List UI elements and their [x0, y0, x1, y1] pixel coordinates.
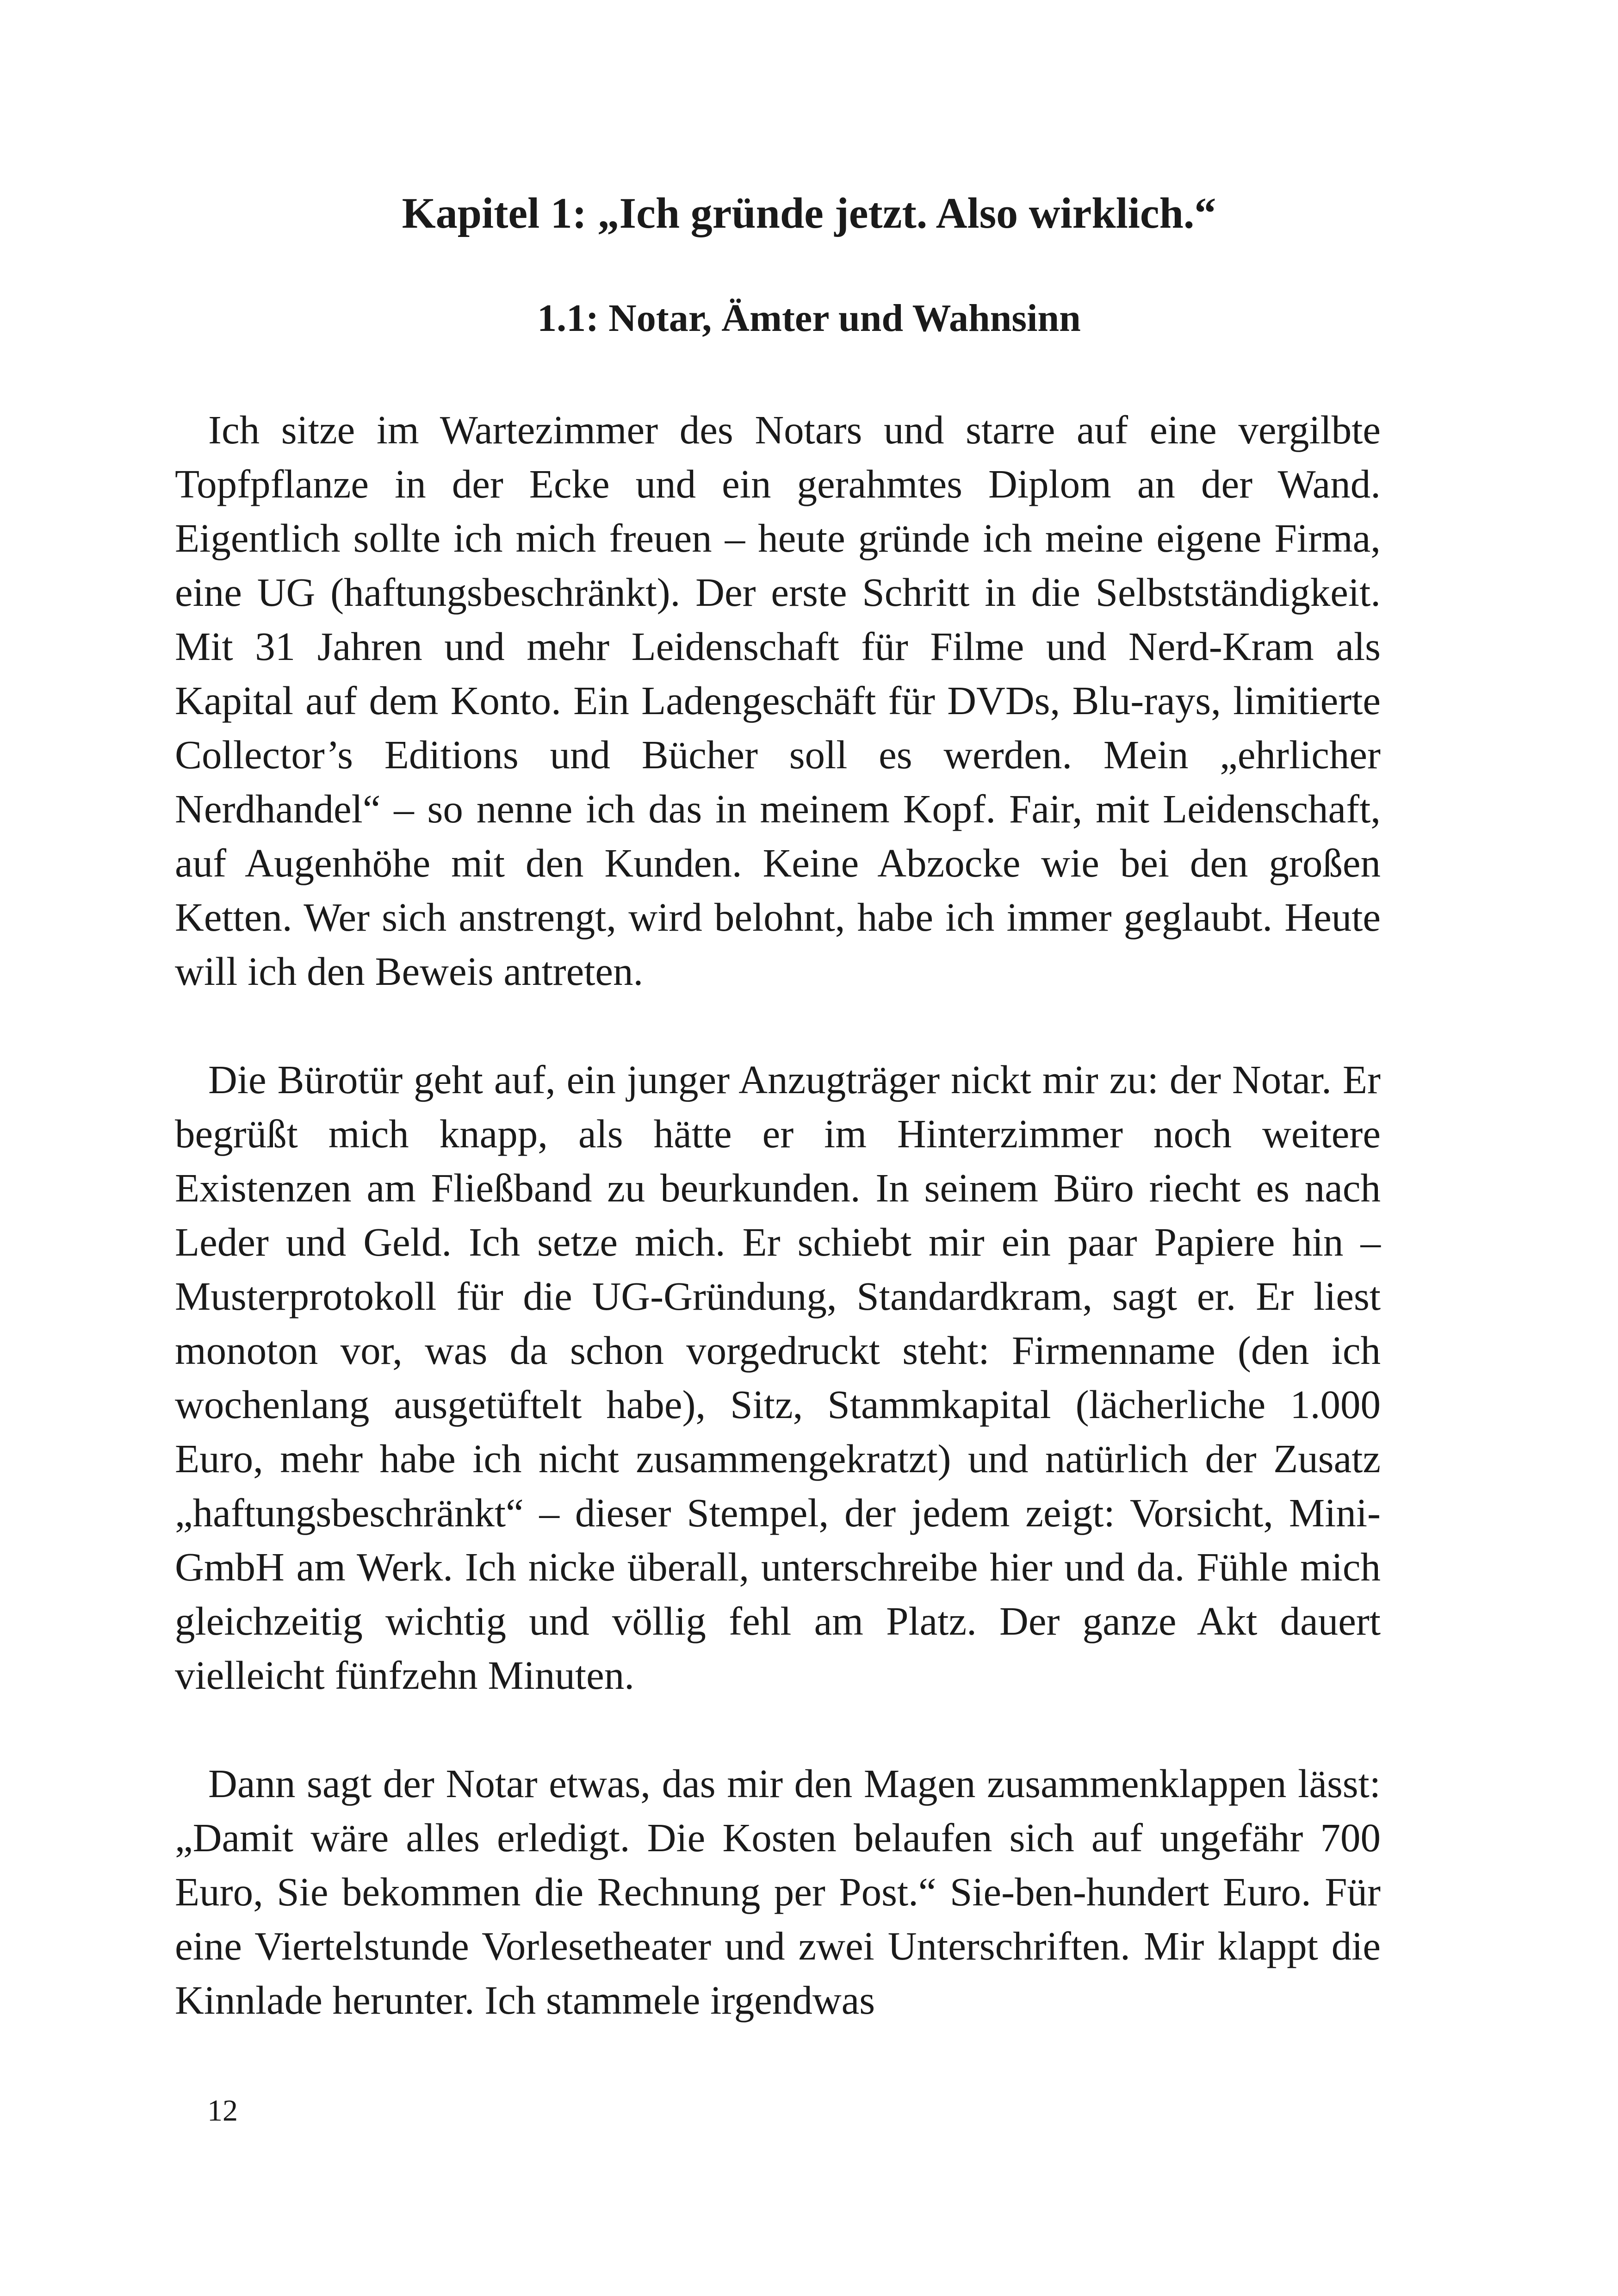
body-text — [175, 403, 1381, 2081]
paragraph-3: Dann sagt der Notar etwas, das mir den Magen zusammenklappen lässt: „Damit wäre alles erledigt. Die Kosten belaufen sich auf ungefähr 700 Euro, Sie bekommen die Rechnung per Post.“ Sie-ben-hundert Euro. Für eine Viertelstunde Vorlesetheater und zwei Unterschriften. Mir klappt die Kinnlade herunter. Ich stammele irgendwas — [175, 1761, 1381, 2022]
chapter-title: Kapitel 1: „Ich gründe jetzt. Also wirklich.“ — [402, 189, 1216, 237]
paragraph-1: Ich sitze im Wartezimmer des Notars und starre auf eine vergilbte Topfpflanze in der Ecke und ein gerahmtes Diplom an der Wand. Eigentlich sollte ich mich freuen – heute gründe ich meine eigene Firma, eine UG (haftungsbeschränkt). Der erste Schritt in die Selbstständigkeit. Mit 31 Jahren und mehr Leidenschaft für Filme und Nerd-Kram als Kapital auf dem Konto. Ein Ladengeschäft für DVDs, Blu-rays, limitierte Collector’s Editions und Bücher soll es werden. Mein „ehrlicher Nerdhandel“ – so nenne ich das in meinem Kopf. Fair, mit Leidenschaft, auf Augenhöhe mit den Kunden. Keine Abzocke wie bei den großen Ketten. Wer sich anstrengt, wird belohnt, habe ich immer geglaubt. Heute will ich den Beweis antreten. — [175, 407, 1381, 994]
paragraph-2: Die Bürotür geht auf, ein junger Anzugträger nickt mir zu: der Notar. Er begrüßt mich knapp, als hätte er im Hinterzimmer noch weitere Existenzen am Fließband zu beurkunden. In seinem Büro riecht es nach Leder und Geld. Ich setze mich. Er schiebt mir ein paar Papiere hin – Musterprotokoll für die UG-Gründung, Standardkram, sagt er. Er liest monoton vor, was da schon vorgedruckt steht: Firmenname (den ich wochenlang ausgetüftelt habe), Sitz, Stammkapital (lächerliche 1.000 Euro, mehr habe ich nicht zusammengekratzt) und natürlich der Zusatz „haftungsbeschränkt“ – dieser Stempel, der jedem zeigt: Vorsicht, Mini-GmbH am Werk. Ich nicke überall, unterschreibe hier und da. Fühle mich gleichzeitig wichtig und völlig fehl am Platz. Der ganze Akt dauert vielleicht fünfzehn Minuten. — [175, 1057, 1381, 1698]
section-title: 1.1: Notar, Ämter und Wahnsinn — [537, 297, 1081, 340]
page-number: 12 — [207, 2094, 238, 2128]
